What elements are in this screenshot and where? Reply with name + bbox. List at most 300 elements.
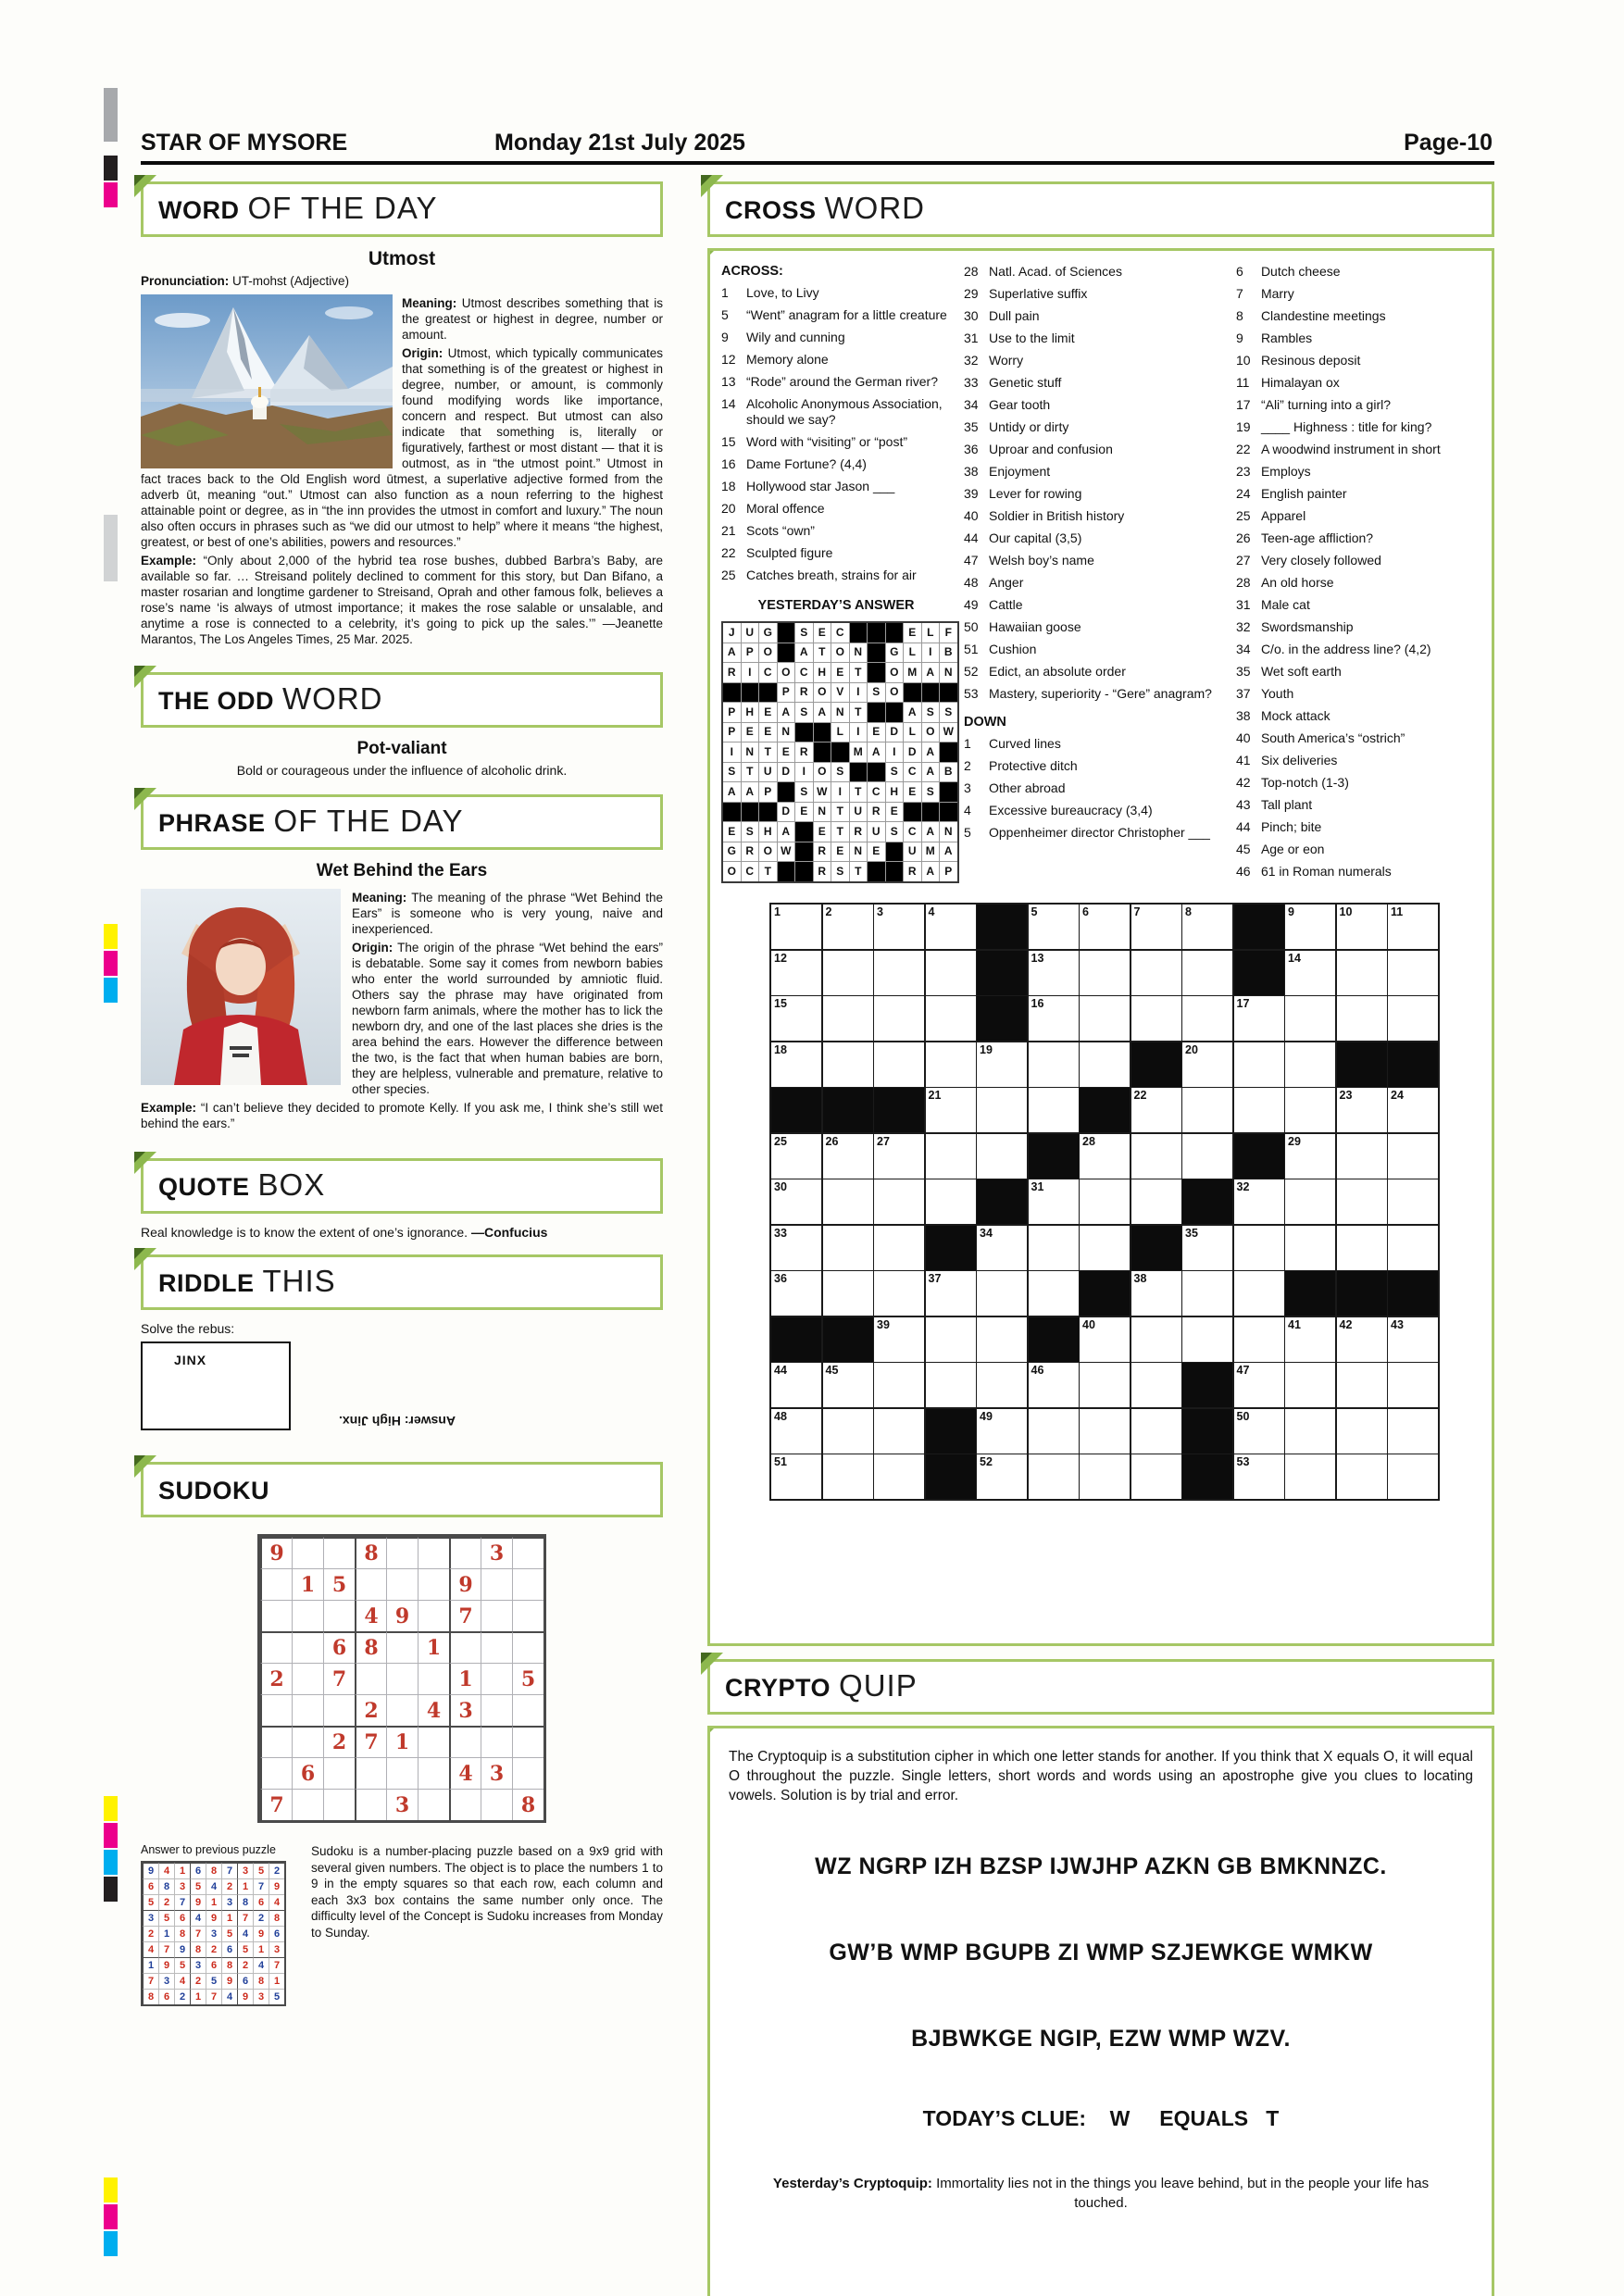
sudoku-answer-digit: 8 [242, 1897, 249, 1908]
sudoku-answer-cell [143, 1973, 158, 1989]
cell-number: 49 [980, 1409, 993, 1423]
answer-letter-cell: S [795, 782, 813, 802]
clue-number: 4 [964, 803, 971, 817]
sudoku-cell [512, 1789, 543, 1820]
clue-number: 47 [964, 553, 979, 568]
sudoku-answer-digit: 7 [194, 1928, 202, 1940]
sudoku-answer-cell [143, 1957, 158, 1973]
sudoku-answer-digit: 1 [194, 1991, 202, 2003]
sudoku-answer-digit: 3 [147, 1913, 155, 1924]
clue-text: Tall plant [1260, 797, 1313, 812]
clue-text: Six deliveries [1260, 753, 1338, 767]
answer-letter-cell: E [778, 742, 795, 762]
answer-letter-cell: E [723, 822, 741, 842]
cell-number: 10 [1339, 905, 1353, 918]
sudoku-cell [260, 1694, 292, 1726]
crossword-cell [1285, 1454, 1335, 1499]
answer-letter-cell: O [922, 723, 940, 742]
crossword-cell [1029, 996, 1079, 1041]
clue-number: 36 [964, 442, 979, 456]
header-bold-text: RIDDLE [158, 1269, 255, 1297]
sudoku-answer-digit: 6 [194, 1866, 202, 1877]
crossword-clue [1236, 464, 1480, 480]
crossword-clue [1236, 308, 1480, 324]
cell-number: 19 [980, 1042, 993, 1056]
crossword-clue [964, 736, 1223, 752]
sudoku-answer-cell [221, 1926, 237, 1941]
sudoku-digit: 3 [458, 1698, 473, 1723]
cell-number: 16 [1031, 997, 1044, 1010]
answer-black-cell [814, 723, 831, 742]
crossword-cell [1080, 1226, 1130, 1270]
sudoku-answer-cell [253, 1973, 269, 1989]
answer-letter-cell: I [850, 723, 868, 742]
header-bold-text: CRYPTO [725, 1674, 831, 1702]
answer-letter-cell: T [742, 763, 759, 782]
sudoku-cell [355, 1757, 386, 1789]
sudoku-answer-cell [253, 1941, 269, 1957]
crossword-cell [926, 1363, 976, 1407]
cryptoquip-header [707, 1659, 1494, 1715]
cell-number: 23 [1339, 1089, 1353, 1102]
sudoku-answer-cell [158, 1878, 174, 1894]
sudoku-cell [512, 1757, 543, 1789]
crossword-cell [771, 1454, 821, 1499]
clue-text: Excessive bureaucracy (3,4) [989, 803, 1153, 817]
clue-number: 38 [1235, 708, 1251, 723]
clue-number: 20 [721, 501, 736, 516]
phrase-body [141, 887, 663, 1134]
crossword-cell [1131, 1409, 1181, 1454]
sudoku-cell [260, 1757, 292, 1789]
crossword-cell [1029, 1042, 1079, 1087]
crossword-cell [1285, 1179, 1335, 1224]
sudoku-answer-digit: 6 [257, 1897, 265, 1908]
crossword-cell [926, 905, 976, 949]
mountain-photo [141, 294, 393, 468]
crossword-cell [1388, 951, 1438, 995]
answer-letter-cell: H [759, 822, 777, 842]
sudoku-cell [512, 1537, 543, 1568]
clue-text: Wet soft earth [1260, 664, 1342, 679]
answer-letter-cell: A [922, 822, 940, 842]
sudoku-answer-cell [158, 1957, 174, 1973]
sudoku-digit: 5 [520, 1666, 536, 1691]
sudoku-digit: 8 [364, 1541, 379, 1566]
rebus-box [141, 1341, 291, 1430]
sudoku-answer-digit: 7 [257, 1881, 265, 1892]
answer-letter-cell: C [904, 763, 921, 782]
clue-number: 12 [721, 352, 736, 367]
clue-text: Youth [1260, 686, 1294, 701]
cryptoquip-content [707, 1726, 1494, 2296]
answer-letter-cell: E [904, 782, 921, 802]
sudoku-answer-cell [158, 1863, 174, 1878]
clue-number: 13 [721, 374, 736, 389]
header-light-text: WORD [282, 681, 383, 716]
crossword-black-cell [1182, 1363, 1232, 1407]
answer-letter-cell: T [850, 703, 868, 722]
sudoku-cell [323, 1789, 355, 1820]
color-calibration-bar [104, 156, 118, 181]
crossword-cell [1029, 951, 1079, 995]
crossword-cell [977, 1363, 1027, 1407]
sudoku-answer-cell [206, 1910, 221, 1926]
clue-number: 32 [964, 353, 979, 368]
crossword-cell [874, 1179, 924, 1224]
crossword-cell [1337, 1454, 1387, 1499]
clue-number: 31 [1235, 597, 1251, 612]
crossword-cell [1388, 1363, 1438, 1407]
answer-letter-cell: N [850, 842, 868, 862]
crossword-cell [1337, 1317, 1387, 1362]
sudoku-cell [512, 1631, 543, 1663]
across-clues-1 [721, 285, 951, 583]
clue-number: 11 [1235, 375, 1250, 390]
sudoku-answer-cell [206, 1894, 221, 1910]
page-date: Monday 21st July 2025 [494, 130, 745, 156]
clue-text: Untidy or dirty [989, 419, 1069, 434]
crossword-clue [1236, 842, 1480, 857]
sudoku-answer-digit: 3 [226, 1897, 233, 1908]
origin-label: Origin: [402, 346, 443, 360]
odd-word-title: Pot-valiant [356, 739, 447, 758]
crossword-cell [771, 1271, 821, 1316]
answer-letter-cell: A [922, 763, 940, 782]
clue-number: 41 [1235, 753, 1251, 767]
sudoku-answer-cell [269, 1894, 284, 1910]
sudoku-answer-digit: 8 [194, 1944, 202, 1955]
crossword-clue [964, 575, 1223, 591]
crossword-cell [1182, 905, 1232, 949]
cell-number: 30 [774, 1180, 787, 1193]
crossword-clue [1236, 775, 1480, 791]
section-phrase-of-the-day [141, 794, 663, 1134]
sudoku-cell [386, 1789, 418, 1820]
clue-number: 23 [1235, 464, 1251, 479]
sudoku-cell [323, 1726, 355, 1757]
crossword-clue [1236, 664, 1480, 680]
clue-number: 22 [1235, 442, 1251, 456]
answer-letter-cell: A [922, 663, 940, 682]
sudoku-answer-digit: 6 [179, 1913, 186, 1924]
crossword-cell [771, 951, 821, 995]
sudoku-answer-cell [237, 1957, 253, 1973]
answer-black-cell [723, 803, 741, 822]
sudoku-answer-cell [174, 1941, 190, 1957]
answer-letter-cell: O [831, 643, 849, 663]
crossword-black-cell [1080, 1088, 1130, 1132]
crossword-black-cell [771, 1088, 821, 1132]
sudoku-cell [418, 1789, 449, 1820]
answer-letter-cell: P [723, 723, 741, 742]
sudoku-answer-digit: 5 [273, 1991, 281, 2003]
sudoku-answer-cell [269, 1926, 284, 1941]
sudoku-digit: 7 [331, 1666, 347, 1691]
sudoku-answer-digit: 1 [179, 1866, 186, 1877]
crossword-clue [964, 464, 1223, 480]
cell-number: 41 [1288, 1317, 1301, 1331]
answer-letter-cell: B [940, 763, 957, 782]
crossword-cell [1182, 1271, 1232, 1316]
quote-text: Real knowledge is to know the extent of one’s ignorance. [141, 1225, 471, 1240]
crossword-cell [1182, 1317, 1232, 1362]
example-paragraph [141, 553, 663, 647]
crossword-cell [823, 1179, 873, 1224]
clue-number: 3 [964, 780, 971, 795]
crossword-cell [1337, 1179, 1387, 1224]
cell-number: 39 [877, 1317, 890, 1331]
across-label: ACROSS: [721, 264, 783, 279]
answer-letter-cell: E [759, 703, 777, 722]
crossword-clue [721, 396, 951, 428]
meaning-label: Meaning: [402, 296, 457, 310]
sudoku-cell [292, 1757, 323, 1789]
answer-letter-cell: E [814, 822, 831, 842]
answer-black-cell [778, 782, 795, 802]
crossword-cell [823, 1454, 873, 1499]
answer-letter-cell: E [868, 723, 885, 742]
yesterday-answer-label: YESTERDAY’S ANSWER [757, 598, 915, 613]
sudoku-answer-digit: 7 [226, 1866, 233, 1877]
crossword-cell [1388, 996, 1438, 1041]
sudoku-cell [323, 1631, 355, 1663]
crossword-cell [1029, 1363, 1079, 1407]
sudoku-cell [386, 1631, 418, 1663]
answer-letter-cell: W [940, 723, 957, 742]
sudoku-answer-digit: 4 [163, 1866, 170, 1877]
clue-text: Protective ditch [989, 758, 1078, 773]
sudoku-cell [292, 1789, 323, 1820]
crossword-cell [874, 905, 924, 949]
sudoku-answer-digit: 2 [163, 1897, 170, 1908]
clue-text: Age or eon [1260, 842, 1325, 856]
header-bold-text: CROSS [725, 196, 817, 224]
crossword-black-cell [1388, 1042, 1438, 1087]
sudoku-cell [260, 1631, 292, 1663]
sudoku-answer-cell [253, 1863, 269, 1878]
sudoku-answer-cell [237, 1941, 253, 1957]
sudoku-answer-cell [190, 1910, 206, 1926]
answer-letter-cell: O [886, 683, 904, 703]
crossword-cell [1029, 905, 1079, 949]
cell-number: 36 [774, 1272, 787, 1285]
crossword-cell [1029, 1226, 1079, 1270]
cell-number: 52 [980, 1455, 993, 1468]
cell-number: 33 [774, 1226, 787, 1240]
crossword-black-cell [977, 905, 1027, 949]
crossword-clue [1236, 286, 1480, 302]
sudoku-answer-cell [174, 1973, 190, 1989]
crossword-cell [1388, 905, 1438, 949]
sudoku-cell [355, 1694, 386, 1726]
answer-black-cell [795, 723, 813, 742]
crossword-black-cell [874, 1088, 924, 1132]
sudoku-digit: 3 [394, 1792, 410, 1817]
clue-number: 45 [1235, 842, 1251, 856]
sudoku-answer-cell [158, 1910, 174, 1926]
answer-letter-cell: T [831, 822, 849, 842]
crossword-cell [1285, 1042, 1335, 1087]
sudoku-digit: 1 [394, 1730, 410, 1754]
sudoku-cell [481, 1568, 512, 1600]
clue-text: “Rode” around the German river? [746, 374, 938, 389]
sudoku-cell [292, 1694, 323, 1726]
answer-black-cell [742, 803, 759, 822]
answer-black-cell [795, 822, 813, 842]
crossword-cell [1337, 1363, 1387, 1407]
answer-letter-cell: C [868, 782, 885, 802]
clue-number: 37 [1235, 686, 1251, 701]
crossword-cell [1388, 1179, 1438, 1224]
crossword-cell [1080, 1179, 1130, 1224]
answer-letter-cell: L [904, 643, 921, 663]
sudoku-digit: 1 [300, 1572, 316, 1597]
answer-letter-cell: M [904, 663, 921, 682]
sudoku-answer-digit: 2 [194, 1976, 202, 1987]
crossword-clue [964, 664, 1223, 680]
answer-letter-cell: S [795, 703, 813, 722]
crossword-cell [1285, 1088, 1335, 1132]
answer-letter-cell: E [831, 842, 849, 862]
sudoku-digit: 4 [458, 1761, 473, 1786]
sudoku-answer-cell [269, 1973, 284, 1989]
answer-letter-cell: L [922, 623, 940, 643]
sudoku-answer-cell [269, 1910, 284, 1926]
crossword-cell [874, 1409, 924, 1454]
clue-text: Pinch; bite [1260, 819, 1322, 834]
crossword-clue [721, 501, 951, 517]
sudoku-answer-digit: 3 [163, 1976, 170, 1987]
crossword-cell [977, 1317, 1027, 1362]
clue-text: Alcoholic Anonymous Association, should we say? [746, 396, 943, 427]
left-column [141, 181, 663, 2006]
crossword-cell [1080, 951, 1130, 995]
crossword-cell [1285, 1134, 1335, 1179]
sudoku-answer-digit: 8 [163, 1881, 170, 1892]
crossword-cell [926, 1042, 976, 1087]
sudoku-bottom [141, 1843, 663, 2006]
crossword-cell [1388, 1226, 1438, 1270]
answer-letter-cell: J [723, 623, 741, 643]
cell-number: 6 [1082, 905, 1089, 918]
crossword-cell [823, 996, 873, 1041]
answer-letter-cell: W [814, 782, 831, 802]
sudoku-cell [481, 1757, 512, 1789]
answer-letter-cell: A [922, 742, 940, 762]
yesterday-cryptoquip-text: Immortality lies not in the things you leave behind, but in the people your life has touched. [931, 2176, 1430, 2211]
sudoku-answer-digit: 2 [257, 1913, 265, 1924]
clue-number: 8 [1235, 308, 1243, 323]
color-calibration-bar [104, 1850, 118, 1875]
color-calibration-bar [104, 88, 118, 142]
crossword-cell [1029, 1088, 1079, 1132]
crossword-black-cell [1182, 1179, 1232, 1224]
color-calibration-bar [104, 1823, 118, 1848]
crossword-cell [1234, 1271, 1284, 1316]
sudoku-cell [481, 1631, 512, 1663]
word-body [141, 293, 663, 650]
header-light-text: OF THE DAY [247, 191, 438, 225]
crossword-cell [1285, 1226, 1335, 1270]
crossword-cell [823, 1134, 873, 1179]
sudoku-answer-digit: 1 [210, 1897, 218, 1908]
clue-text: Teen-age affliction? [1260, 530, 1374, 545]
crossword-cell [1131, 1317, 1181, 1362]
crossword-cell [1285, 996, 1335, 1041]
sudoku-digit: 2 [269, 1666, 284, 1691]
crossword-cell [1285, 905, 1335, 949]
sudoku-cell [449, 1568, 481, 1600]
crossword-cell [1388, 1409, 1438, 1454]
sudoku-answer-cell [174, 1957, 190, 1973]
clue-number: 52 [964, 664, 979, 679]
answer-letter-cell: O [778, 663, 795, 682]
clue-text: Swordsmanship [1260, 619, 1354, 634]
sudoku-cell [323, 1600, 355, 1631]
clue-text: Himalayan ox [1260, 375, 1340, 390]
answer-letter-cell: N [742, 742, 759, 762]
sudoku-cell [386, 1757, 418, 1789]
answer-letter-cell: A [868, 742, 885, 762]
clue-number: 27 [1235, 553, 1251, 568]
crossword-cell [1029, 1271, 1079, 1316]
sudoku-cell [449, 1757, 481, 1789]
crossword-black-cell [771, 1317, 821, 1362]
sudoku-answer-digit: 8 [226, 1960, 233, 1971]
crossword-cell [1182, 1226, 1232, 1270]
clue-number: 7 [1235, 286, 1243, 301]
sudoku-answer-cell [174, 1910, 190, 1926]
clue-text: Marry [1260, 286, 1294, 301]
clue-number: 29 [964, 286, 979, 301]
sudoku-answer-digit: 1 [273, 1976, 281, 1987]
sudoku-cell [323, 1663, 355, 1694]
crossword-cell [977, 1134, 1027, 1179]
sudoku-answer-cell [237, 1989, 253, 2004]
answer-letter-cell: D [778, 763, 795, 782]
sudoku-answer-digit: 9 [273, 1881, 281, 1892]
crossword-clue [721, 545, 951, 561]
crossword-cell [1080, 1454, 1130, 1499]
clue-text: English painter [1260, 486, 1347, 501]
clue-text: Hawaiian goose [989, 619, 1081, 634]
riddle-prompt: Solve the rebus: [141, 1321, 235, 1336]
answer-black-cell [940, 803, 957, 822]
sudoku-cell [355, 1568, 386, 1600]
crossword-cell [977, 1409, 1027, 1454]
sudoku-cell [355, 1631, 386, 1663]
cell-number: 35 [1185, 1226, 1198, 1240]
crossword-black-cell [1285, 1271, 1335, 1316]
sudoku-answer-cell [253, 1926, 269, 1941]
sudoku-answer-cell [253, 1957, 269, 1973]
section-odd-word [141, 672, 663, 778]
sudoku-answer-cell [253, 1910, 269, 1926]
clue-text: Wily and cunning [746, 330, 845, 344]
crossword-cell [926, 1179, 976, 1224]
clue-text: Cattle [989, 597, 1023, 612]
crossword-clue [721, 479, 951, 494]
sudoku-cell [260, 1537, 292, 1568]
crossword-black-cell [1029, 1317, 1079, 1362]
down-clues-1 [964, 736, 1223, 841]
sudoku-cell [260, 1789, 292, 1820]
crossword-cell [874, 1317, 924, 1362]
crossword-cell [771, 905, 821, 949]
crossword-cell [1182, 1088, 1232, 1132]
answer-letter-cell: I [723, 742, 741, 762]
